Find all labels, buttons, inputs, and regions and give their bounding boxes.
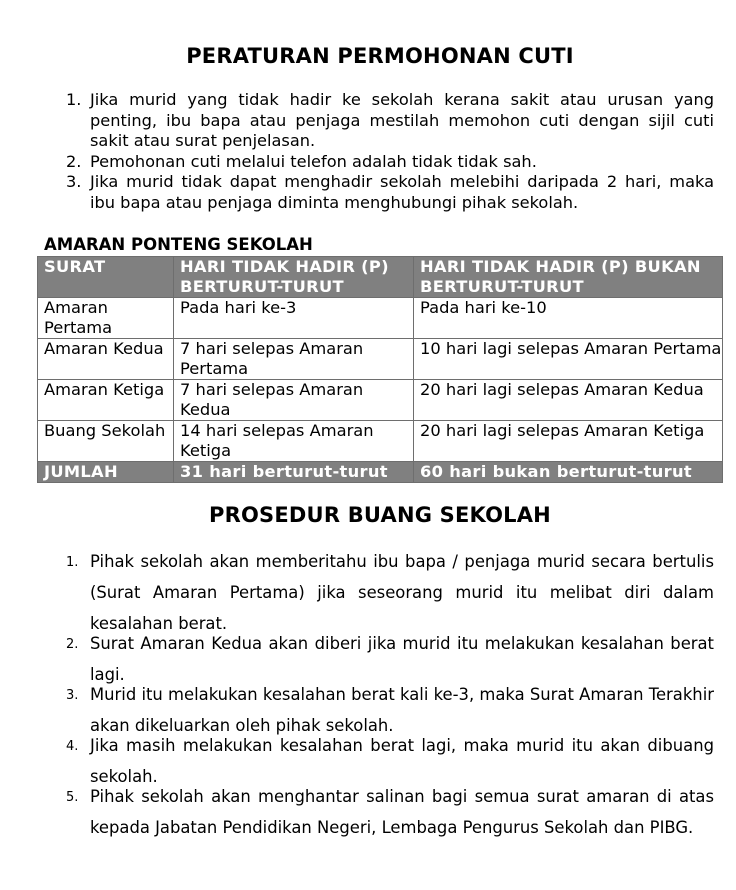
list-number: 3. bbox=[66, 688, 79, 703]
page-title-peraturan-permohonan-cuti: PERATURAN PERMOHONAN CUTI bbox=[186, 44, 574, 68]
table-cell: Buang Sekolah bbox=[38, 421, 174, 462]
truancy-warning-table bbox=[37, 256, 723, 483]
list-number: 1. bbox=[66, 90, 82, 109]
column-header-non-consecutive: HARI TIDAK HADIR (P) BUKAN BERTURUT-TURUT bbox=[414, 257, 723, 298]
table-cell: 20 hari lagi selepas Amaran Kedua bbox=[414, 380, 723, 421]
table-cell: 7 hari selepas Amaran Pertama bbox=[174, 339, 414, 380]
column-header-surat: SURAT bbox=[38, 257, 174, 298]
leave-rules-list bbox=[66, 90, 714, 214]
table-cell: 14 hari selepas Amaran Ketiga bbox=[174, 421, 414, 462]
total-consecutive: 31 hari berturut-turut bbox=[174, 462, 414, 483]
table-cell: Amaran Pertama bbox=[38, 298, 174, 339]
list-item-text: Pemohonan cuti melalui telefon adalah tidak tidak sah. bbox=[90, 151, 537, 171]
table-row bbox=[38, 298, 723, 339]
list-number: 2. bbox=[66, 637, 79, 652]
list-number: 1. bbox=[66, 555, 79, 570]
section-title-prosedur-buang-sekolah: PROSEDUR BUANG SEKOLAH bbox=[209, 503, 551, 527]
list-number: 3. bbox=[66, 172, 82, 192]
list-number: 4. bbox=[66, 739, 79, 754]
table-cell: 7 hari selepas Amaran Kedua bbox=[174, 380, 414, 421]
table-row bbox=[38, 339, 723, 380]
column-header-consecutive: HARI TIDAK HADIR (P) BERTURUT-TURUT bbox=[174, 257, 414, 298]
list-item-text: Murid itu melakukan kesalahan berat kali ke-3, maka Surat Amaran Terakhir akan dikeluarkan oleh pihak sekolah. bbox=[90, 685, 714, 735]
table-cell: Amaran Ketiga bbox=[38, 380, 174, 421]
list-item bbox=[66, 152, 714, 173]
list-item-text: Surat Amaran Kedua akan diberi jika murid itu melakukan kesalahan berat lagi. bbox=[90, 634, 714, 684]
list-item-text: Jika murid yang tidak hadir ke sekolah kerana sakit atau urusan yang penting, ibu bapa atau penjaga mestilah memohon cuti dengan sijil cuti sakit atau surat penjelasan. bbox=[90, 90, 714, 151]
table-row bbox=[38, 380, 723, 421]
list-item-text: Pihak sekolah akan memberitahu ibu bapa / penjaga murid secara bertulis (Surat Amaran Pertama) jika seseorang murid itu melibat diri dalam kesalahan berat. bbox=[90, 552, 714, 633]
table-total-row bbox=[38, 462, 723, 483]
table-caption: AMARAN PONTENG SEKOLAH bbox=[44, 235, 313, 254]
table-cell: Amaran Kedua bbox=[38, 339, 174, 380]
table-row bbox=[38, 421, 723, 462]
list-item bbox=[66, 546, 714, 639]
list-number: 5. bbox=[66, 790, 79, 805]
list-item-text: Jika murid tidak dapat menghadir sekolah melebihi daripada 2 hari, maka ibu bapa atau penjaga diminta menghubungi pihak sekolah. bbox=[90, 172, 714, 212]
total-label: JUMLAH bbox=[38, 462, 174, 483]
table-cell: Pada hari ke-10 bbox=[414, 298, 723, 339]
table-header-row bbox=[38, 257, 723, 298]
table-cell: 10 hari lagi selepas Amaran Pertama bbox=[414, 339, 723, 380]
list-item bbox=[66, 172, 714, 213]
table-cell: 20 hari lagi selepas Amaran Ketiga bbox=[414, 421, 723, 462]
list-number: 2. bbox=[66, 151, 82, 171]
list-item-text: Pihak sekolah akan menghantar salinan bagi semua surat amaran di atas kepada Jabatan Pendidikan Negeri, Lembaga Pengurus Sekolah dan PIBG. bbox=[90, 787, 714, 837]
expulsion-procedure-list bbox=[66, 546, 714, 837]
list-item bbox=[66, 90, 714, 152]
total-non-consecutive: 60 hari bukan berturut-turut bbox=[414, 462, 723, 483]
list-item bbox=[66, 781, 714, 843]
table-cell: Pada hari ke-3 bbox=[174, 298, 414, 339]
list-item-text: Jika masih melakukan kesalahan berat lagi, maka murid itu akan dibuang sekolah. bbox=[90, 736, 714, 786]
